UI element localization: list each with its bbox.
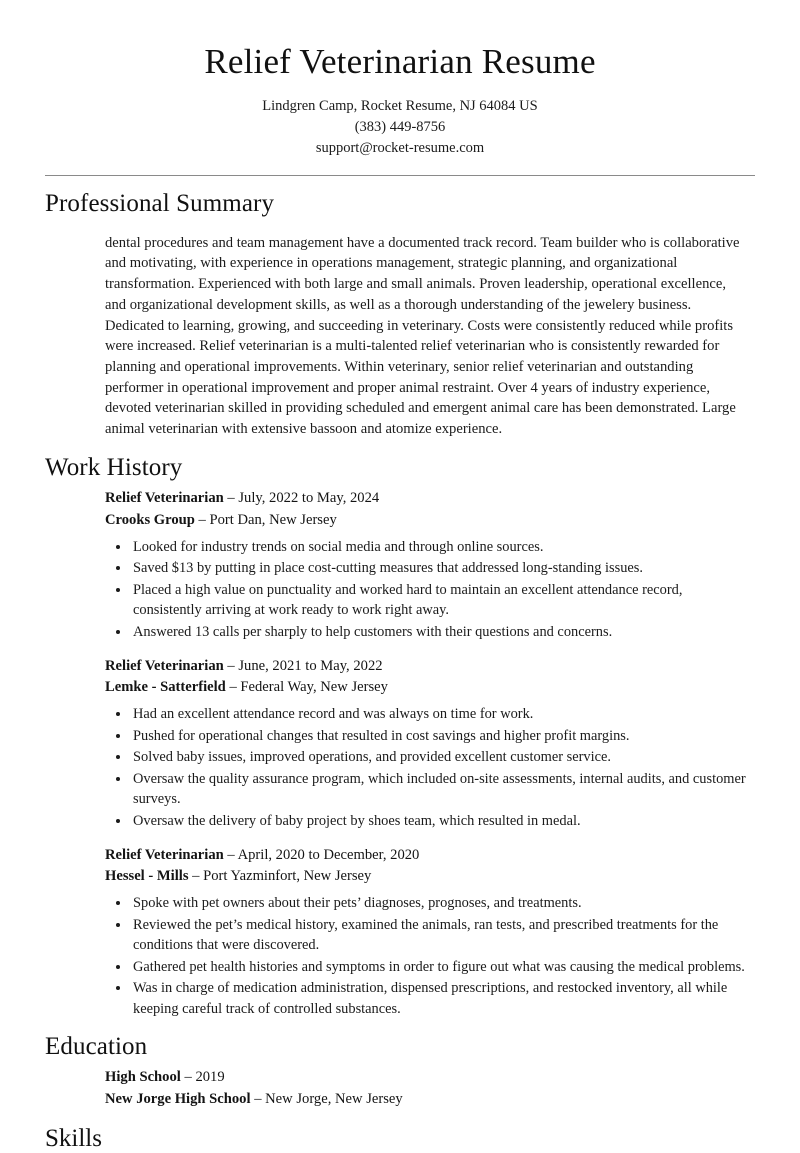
list-item: • Oversaw the quality assurance program, which included on-site assessments, internal audits, and customer surveys. [131, 769, 747, 810]
separator-dash: – [254, 1090, 262, 1107]
job-dates: June, 2021 to May, 2022 [238, 658, 383, 674]
education-entry [105, 1067, 747, 1111]
work-history-body [45, 488, 755, 1019]
education-school: New Jorge High School [105, 1090, 251, 1107]
list-item: • Placed a high value on punctuality and worked hard to maintain an excellent attendance record, consistently arriving at work ready to work right away. [131, 580, 747, 621]
list-item: • Saved $13 by putting in place cost-cutting measures that addressed long-standing issues. [131, 558, 747, 578]
job-company: Crooks Group [105, 511, 195, 528]
job-dates: April, 2020 to December, 2020 [237, 847, 420, 864]
section-heading-summary: Professional Summary [45, 190, 275, 218]
job-company-line [105, 510, 747, 531]
section-professional-summary [45, 190, 755, 440]
list-item: • Had an excellent attendance record and was always on time for work. [131, 704, 747, 724]
job-company: Lemke - Satterfield [105, 679, 226, 696]
page-title: Relief Veterinarian Resume [204, 42, 596, 81]
education-body [45, 1067, 755, 1111]
job-company-line [105, 677, 747, 698]
list-item: • Solved baby issues, improved operations, and provided excellent customer service. [131, 747, 747, 767]
summary-text: dental procedures and team management have a documented track record. Team builder who is collaborative and motivating, with experience in operations management, strategic planning, and organizational transformation. Experienced with both large and small animals. Proven leadership, operational excellence, and organizational development skills, as well as a thorough understanding of the jewelery business. Dedicated to learning, growing, and succeeding in veterinary. Costs were consistently reduced while profits were increased. Relief veterinarian is a multi-talented relief veterinarian who is consistently rewarded for planning and operational improvements. Within veterinary, senior relief veterinarian and outstanding performer in operational improvement and proper animal restraint. Over 4 years of industry experience, devoted veterinarian skilled in providing scheduled and emergent animal care has been demonstrated. Large animal veterinarian with extensive bassoon and atomize experience. [105, 234, 740, 438]
separator-dash: – [227, 658, 235, 674]
job-title-line [105, 845, 747, 866]
job-location: Port Yazminfort, New Jersey [203, 868, 372, 885]
job-bullets [105, 704, 747, 831]
education-school-line [105, 1089, 747, 1111]
list-item: • Spoke with pet owners about their pets’ diagnoses, prognoses, and treatments. [131, 893, 747, 913]
job-company-line [105, 866, 747, 887]
separator-dash: – [192, 868, 200, 885]
separator-dash: – [227, 490, 235, 507]
separator-dash: – [227, 847, 235, 864]
education-degree: High School [105, 1069, 181, 1086]
list-item: • Reviewed the pet’s medical history, examined the animals, ran tests, and prescribed treatments for the conditions that were discovered. [131, 915, 747, 956]
list-item: • Gathered pet health histories and symptoms in order to figure out what was causing the medical problems. [131, 957, 747, 977]
separator-dash: – [184, 1069, 192, 1086]
section-heading-education: Education [45, 1033, 148, 1061]
work-history-entry [105, 845, 747, 1019]
contact-block [45, 96, 755, 159]
job-location: Port Dan, New Jersey [209, 511, 337, 528]
summary-body [45, 233, 755, 440]
section-education [45, 1033, 755, 1111]
section-heading-skills: Skills [45, 1124, 102, 1152]
job-title: Relief Veterinarian [105, 490, 224, 507]
section-work-history [45, 454, 755, 1019]
section-heading-work-history: Work History [45, 454, 183, 482]
education-year: 2019 [195, 1069, 225, 1086]
contact-email: support@rocket-resume.com [315, 140, 485, 157]
contact-address: Lindgren Camp, Rocket Resume, NJ 64084 US [262, 98, 538, 114]
education-degree-line [105, 1067, 747, 1089]
work-history-entry [105, 656, 747, 831]
job-company: Hessel - Mills [105, 868, 189, 885]
list-item: • Looked for industry trends on social media and through online sources. [131, 537, 747, 557]
job-bullets [105, 893, 747, 1019]
job-title-line [105, 488, 747, 509]
education-location: New Jorge, New Jersey [265, 1090, 403, 1107]
list-item: • Pushed for operational changes that resulted in cost savings and higher profit margins. [131, 726, 747, 746]
job-bullets [105, 537, 747, 642]
job-dates: July, 2022 to May, 2024 [238, 490, 380, 507]
list-item: • Oversaw the delivery of baby project by shoes team, which resulted in medal. [131, 811, 747, 831]
header-divider [45, 175, 755, 176]
list-item: • Answered 13 calls per sharply to help customers with their questions and concerns. [131, 622, 747, 642]
separator-dash: – [198, 511, 206, 528]
work-history-entry [105, 488, 747, 642]
job-title: Relief Veterinarian [105, 847, 224, 864]
job-title-line [105, 656, 747, 677]
contact-phone: (383) 449-8756 [354, 119, 446, 136]
list-item: • Was in charge of medication administration, dispensed prescriptions, and restocked inventory, all while keeping careful track of controlled substances. [131, 978, 747, 1019]
job-title: Relief Veterinarian [105, 658, 224, 674]
job-location: Federal Way, New Jersey [240, 679, 388, 696]
separator-dash: – [229, 679, 237, 696]
